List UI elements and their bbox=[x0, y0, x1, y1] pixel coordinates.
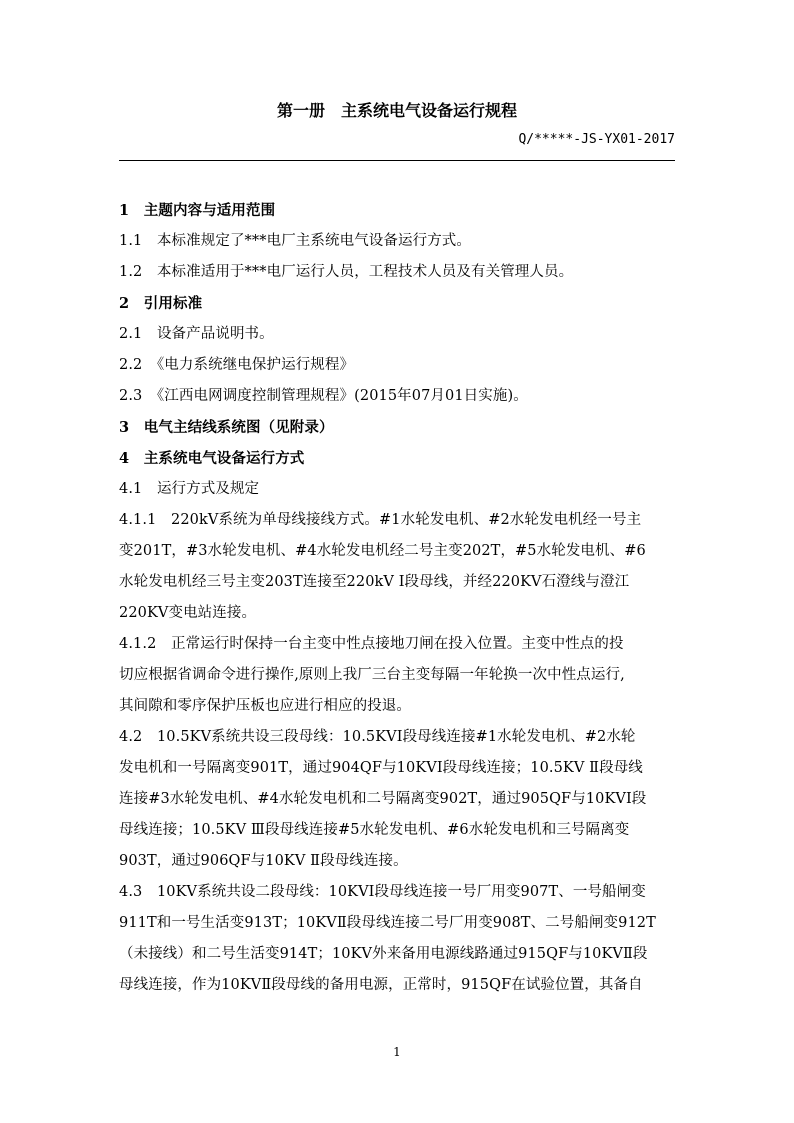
paragraph-line: 4.1 运行方式及规定 bbox=[119, 481, 260, 497]
paragraph-line: 母线连接；10.5KV Ⅲ段母线连接#5水轮发电机、#6水轮发电机和三号隔离变 bbox=[119, 822, 630, 838]
paragraph-line: 4.1.1 220kV系统为单母线接线方式。#1水轮发电机、#2水轮发电机经一号主 bbox=[119, 512, 642, 528]
paragraph-line: 220KV变电站连接。 bbox=[119, 605, 257, 621]
paragraph-line: 4.3 10KV系统共设二段母线：10KVⅠ段母线连接一号厂用变907T、一号船闸变 bbox=[119, 884, 646, 900]
paragraph-line: 4.1.2 正常运行时保持一台主变中性点接地刀闸在投入位置。主变中性点的投 bbox=[119, 636, 624, 652]
paragraph-line: 变201T，#3水轮发电机、#4水轮发电机经二号主变202T，#5水轮发电机、#6 bbox=[119, 543, 646, 559]
header-divider bbox=[119, 160, 675, 161]
section-heading: 1 主题内容与适用范围 bbox=[119, 202, 276, 219]
paragraph-line: 2.3 《江西电网调度控制管理规程》(2015年07月01日实施)。 bbox=[119, 388, 528, 404]
paragraph-line: 1.2 本标准适用于***电厂运行人员，工程技术人员及有关管理人员。 bbox=[119, 264, 574, 280]
section-heading: 3 电气主结线系统图（见附录） bbox=[119, 419, 334, 436]
paragraph-line: （未接线）和二号生活变914T；10KV外来备用电源线路通过915QF与10KVⅡ段 bbox=[119, 946, 648, 962]
page-title: 第一册 主系统电气设备运行规程 bbox=[276, 101, 517, 120]
paragraph-line: 切应根据省调命令进行操作,原则上我厂三台主变每隔一年轮换一次中性点运行, bbox=[119, 667, 625, 683]
paragraph-line: 2.1 设备产品说明书。 bbox=[119, 326, 274, 342]
paragraph-line: 发电机和一号隔离变901T，通过904QF与10KVI段母线连接；10.5KV Ⅱ段母线 bbox=[119, 760, 643, 776]
paragraph-line: 1.1 本标准规定了***电厂主系统电气设备运行方式。 bbox=[119, 233, 472, 249]
page-number: 1 bbox=[393, 1045, 401, 1059]
paragraph-line: 903T，通过906QF与10KV Ⅱ段母线连接。 bbox=[119, 853, 408, 869]
paragraph-line: 911T和一号生活变913T；10KVⅡ段母线连接二号厂用变908T、二号船闸变912T bbox=[119, 915, 656, 931]
section-heading: 4 主系统电气设备运行方式 bbox=[119, 450, 305, 467]
paragraph-line: 其间隙和零序保护压板也应进行相应的投退。 bbox=[119, 698, 411, 714]
section-heading: 2 引用标准 bbox=[119, 295, 203, 312]
paragraph-line: 连接#3水轮发电机、#4水轮发电机和二号隔离变902T，通过905QF与10KVI段 bbox=[119, 791, 647, 807]
paragraph-line: 母线连接，作为10KVⅡ段母线的备用电源，正常时，915QF在试验位置，其备自 bbox=[119, 977, 643, 993]
paragraph-line: 2.2 《电力系统继电保护运行规程》 bbox=[119, 357, 355, 373]
paragraph-line: 4.2 10.5KV系统共设三段母线：10.5KVⅠ段母线连接#1水轮发电机、#2水轮 bbox=[119, 729, 636, 745]
paragraph-line: 水轮发电机经三号主变203T连接至220kV Ⅰ段母线，并经220KV石澄线与澄江 bbox=[119, 574, 630, 590]
document-code: Q/*****-JS-YX01-2017 bbox=[518, 132, 675, 147]
document-body bbox=[119, 195, 685, 1001]
